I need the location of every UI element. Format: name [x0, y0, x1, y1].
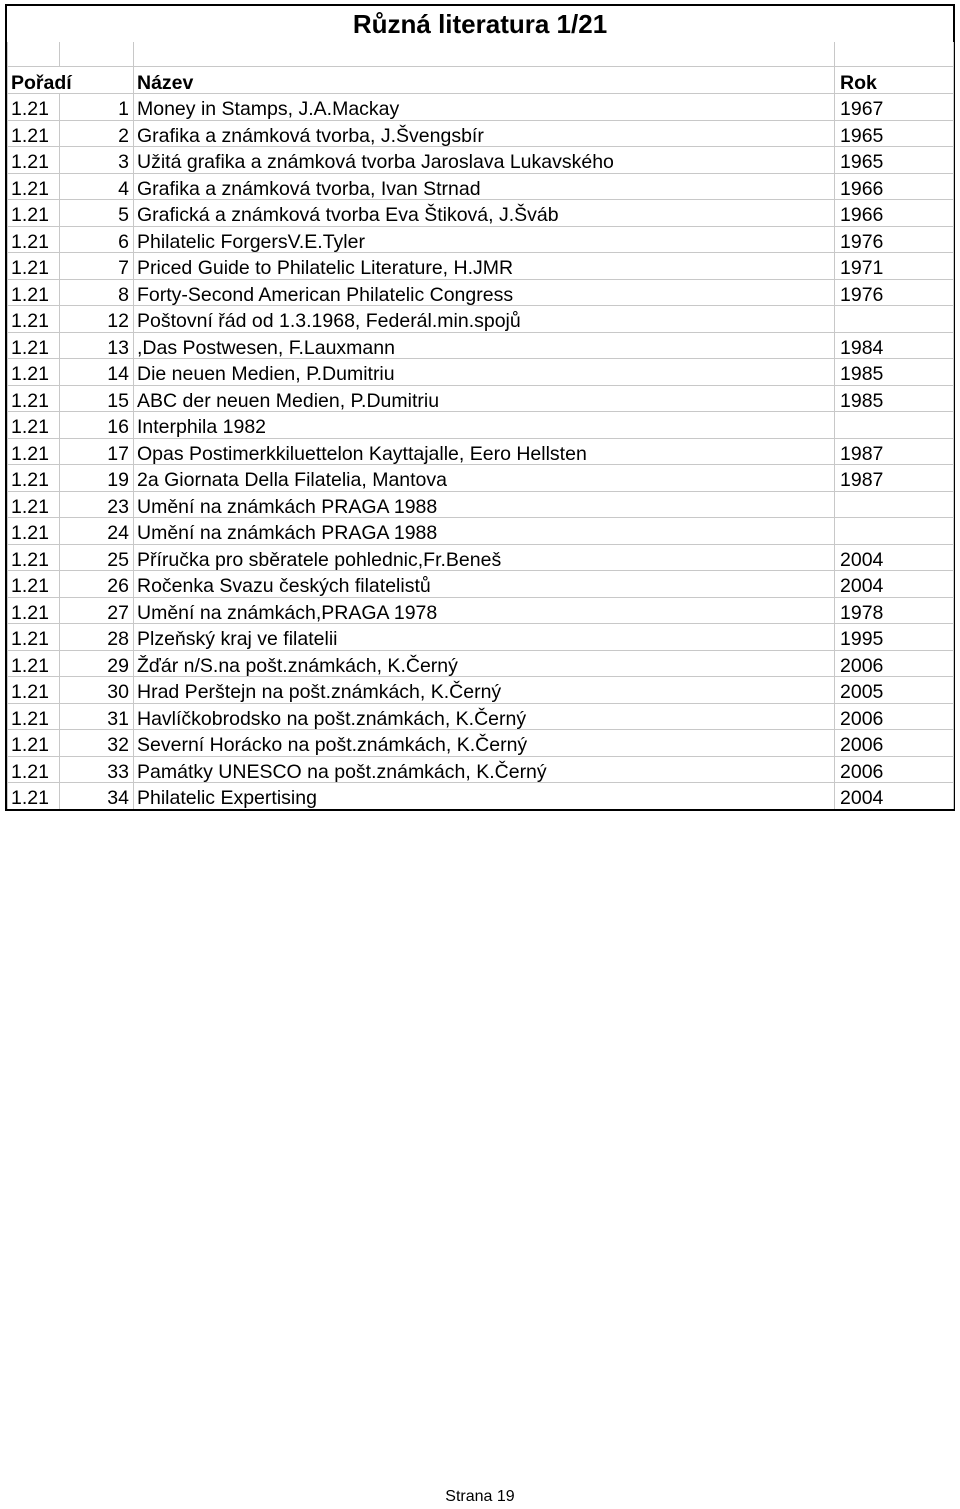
row-year-cell: 1976	[835, 226, 954, 253]
row-year-cell: 1985	[835, 359, 954, 386]
row-number-cell: 4	[60, 173, 134, 200]
row-title-cell: Hrad Perštejn na pošt.známkách, K.Černý	[134, 677, 835, 704]
header-row	[8, 67, 954, 94]
row-title-cell: Die neuen Medien, P.Dumitriu	[134, 359, 835, 386]
row-code-cell: 1.21	[8, 332, 60, 359]
row-code-cell: 1.21	[8, 200, 60, 227]
table-row	[8, 94, 954, 121]
row-number-cell: 12	[60, 306, 134, 333]
row-code-cell: 1.21	[8, 94, 60, 121]
row-year-cell: 1987	[835, 438, 954, 465]
row-year-cell: 1978	[835, 597, 954, 624]
row-number-cell: 27	[60, 597, 134, 624]
table-row	[8, 306, 954, 333]
row-title-cell: Severní Horácko na pošt.známkách, K.Černý	[134, 730, 835, 757]
table-row	[8, 756, 954, 783]
row-code-cell: 1.21	[8, 491, 60, 518]
row-title-cell: Poštovní řád od 1.3.1968, Federál.min.spojů	[134, 306, 835, 333]
table-row	[8, 491, 954, 518]
row-year-cell: 2005	[835, 677, 954, 704]
row-code-cell: 1.21	[8, 412, 60, 439]
row-number-cell: 7	[60, 253, 134, 280]
row-year-cell: 2006	[835, 730, 954, 757]
row-year-cell: 1976	[835, 279, 954, 306]
row-code-cell: 1.21	[8, 465, 60, 492]
row-title-cell: ABC der neuen Medien, P.Dumitriu	[134, 385, 835, 412]
row-year-cell: 1965	[835, 120, 954, 147]
row-number-cell: 32	[60, 730, 134, 757]
row-code-cell: 1.21	[8, 703, 60, 730]
row-number-cell: 28	[60, 624, 134, 651]
row-number-cell: 31	[60, 703, 134, 730]
row-code-cell: 1.21	[8, 650, 60, 677]
row-number-cell: 15	[60, 385, 134, 412]
row-year-cell: 1971	[835, 253, 954, 280]
row-year-cell: 1984	[835, 332, 954, 359]
row-code-cell: 1.21	[8, 385, 60, 412]
row-title-cell: Interphila 1982	[134, 412, 835, 439]
row-code-cell: 1.21	[8, 571, 60, 598]
table-row	[8, 438, 954, 465]
table-row	[8, 412, 954, 439]
row-title-cell: Příručka pro sběratele pohlednic,Fr.Beneš	[134, 544, 835, 571]
row-year-cell	[835, 412, 954, 439]
spreadsheet-sheet	[5, 4, 955, 811]
row-year-cell: 2004	[835, 783, 954, 809]
row-number-cell: 2	[60, 120, 134, 147]
row-number-cell: 17	[60, 438, 134, 465]
row-year-cell: 2006	[835, 703, 954, 730]
row-number-cell: 26	[60, 571, 134, 598]
row-year-cell	[835, 491, 954, 518]
table-row	[8, 730, 954, 757]
header-name: Název	[134, 67, 835, 94]
row-title-cell: Grafická a známková tvorba Eva Štiková, J.Šváb	[134, 200, 835, 227]
table-row	[8, 783, 954, 809]
row-number-cell: 6	[60, 226, 134, 253]
row-number-cell: 23	[60, 491, 134, 518]
row-number-cell: 8	[60, 279, 134, 306]
row-code-cell: 1.21	[8, 730, 60, 757]
row-number-cell: 1	[60, 94, 134, 121]
row-title-cell: Money in Stamps, J.A.Mackay	[134, 94, 835, 121]
row-title-cell: ,Das Postwesen, F.Lauxmann	[134, 332, 835, 359]
row-number-cell: 16	[60, 412, 134, 439]
row-title-cell: Památky UNESCO na pošt.známkách, K.Černý	[134, 756, 835, 783]
table-row	[8, 173, 954, 200]
row-title-cell: Umění na známkách PRAGA 1988	[134, 518, 835, 545]
row-title-cell: Umění na známkách PRAGA 1988	[134, 491, 835, 518]
table-row	[8, 597, 954, 624]
row-code-cell: 1.21	[8, 253, 60, 280]
row-title-cell: Grafika a známková tvorba, Ivan Strnad	[134, 173, 835, 200]
row-number-cell: 30	[60, 677, 134, 704]
row-code-cell: 1.21	[8, 544, 60, 571]
row-code-cell: 1.21	[8, 756, 60, 783]
table-row	[8, 359, 954, 386]
table-row	[8, 624, 954, 651]
row-number-cell: 13	[60, 332, 134, 359]
row-number-cell: 24	[60, 518, 134, 545]
table-row	[8, 147, 954, 174]
row-title-cell: 2a Giornata Della Filatelia, Mantova	[134, 465, 835, 492]
row-year-cell: 1995	[835, 624, 954, 651]
row-title-cell: Plzeňský kraj ve filatelii	[134, 624, 835, 651]
row-code-cell: 1.21	[8, 306, 60, 333]
row-code-cell: 1.21	[8, 518, 60, 545]
row-year-cell: 1965	[835, 147, 954, 174]
row-number-cell: 25	[60, 544, 134, 571]
row-number-cell: 14	[60, 359, 134, 386]
row-code-cell: 1.21	[8, 597, 60, 624]
table-row	[8, 544, 954, 571]
sheet-title: Různá literatura 1/21	[352, 8, 608, 39]
row-year-cell: 2004	[835, 544, 954, 571]
table-row	[8, 120, 954, 147]
blank-row	[8, 42, 954, 67]
row-title-cell: Havlíčkobrodsko na pošt.známkách, K.Černý	[134, 703, 835, 730]
row-title-cell: Philatelic Expertising	[134, 783, 835, 809]
row-title-cell: Grafika a známková tvorba, J.Švengsbír	[134, 120, 835, 147]
table-row	[8, 677, 954, 704]
table-row	[8, 279, 954, 306]
row-number-cell: 33	[60, 756, 134, 783]
row-year-cell: 1967	[835, 94, 954, 121]
row-title-cell: Opas Postimerkkiluettelon Kayttajalle, Eero Hellsten	[134, 438, 835, 465]
row-year-cell: 1985	[835, 385, 954, 412]
row-code-cell: 1.21	[8, 120, 60, 147]
row-code-cell: 1.21	[8, 438, 60, 465]
row-year-cell: 1966	[835, 173, 954, 200]
row-year-cell	[835, 518, 954, 545]
table-row	[8, 703, 954, 730]
row-number-cell: 5	[60, 200, 134, 227]
row-year-cell: 1987	[835, 465, 954, 492]
row-year-cell: 1966	[835, 200, 954, 227]
table-row	[8, 465, 954, 492]
row-title-cell: Forty-Second American Philatelic Congress	[134, 279, 835, 306]
row-code-cell: 1.21	[8, 147, 60, 174]
table-row	[8, 200, 954, 227]
row-code-cell: 1.21	[8, 359, 60, 386]
table-row	[8, 385, 954, 412]
row-number-cell: 29	[60, 650, 134, 677]
table-row	[8, 332, 954, 359]
row-code-cell: 1.21	[8, 173, 60, 200]
row-title-cell: Užitá grafika a známková tvorba Jaroslava Lukavského	[134, 147, 835, 174]
row-code-cell: 1.21	[8, 279, 60, 306]
row-code-cell: 1.21	[8, 677, 60, 704]
page-footer: Strana 19	[445, 1488, 515, 1505]
row-title-cell: Žďár n/S.na pošt.známkách, K.Černý	[134, 650, 835, 677]
literature-table	[7, 42, 954, 809]
row-title-cell: Philatelic ForgersV.E.Tyler	[134, 226, 835, 253]
row-year-cell: 2004	[835, 571, 954, 598]
row-title-cell: Ročenka Svazu českých filatelistů	[134, 571, 835, 598]
table-row	[8, 571, 954, 598]
table-row	[8, 226, 954, 253]
table-row	[8, 518, 954, 545]
row-code-cell: 1.21	[8, 783, 60, 809]
table-row	[8, 253, 954, 280]
table-row	[8, 650, 954, 677]
row-code-cell: 1.21	[8, 624, 60, 651]
row-code-cell: 1.21	[8, 226, 60, 253]
row-title-cell: Priced Guide to Philatelic Literature, H.JMR	[134, 253, 835, 280]
row-title-cell: Umění na známkách,PRAGA 1978	[134, 597, 835, 624]
row-year-cell: 2006	[835, 756, 954, 783]
row-number-cell: 3	[60, 147, 134, 174]
header-order: Pořadí	[8, 67, 134, 94]
row-number-cell: 19	[60, 465, 134, 492]
row-number-cell: 34	[60, 783, 134, 809]
row-year-cell: 2006	[835, 650, 954, 677]
row-year-cell	[835, 306, 954, 333]
header-year: Rok	[835, 67, 954, 94]
